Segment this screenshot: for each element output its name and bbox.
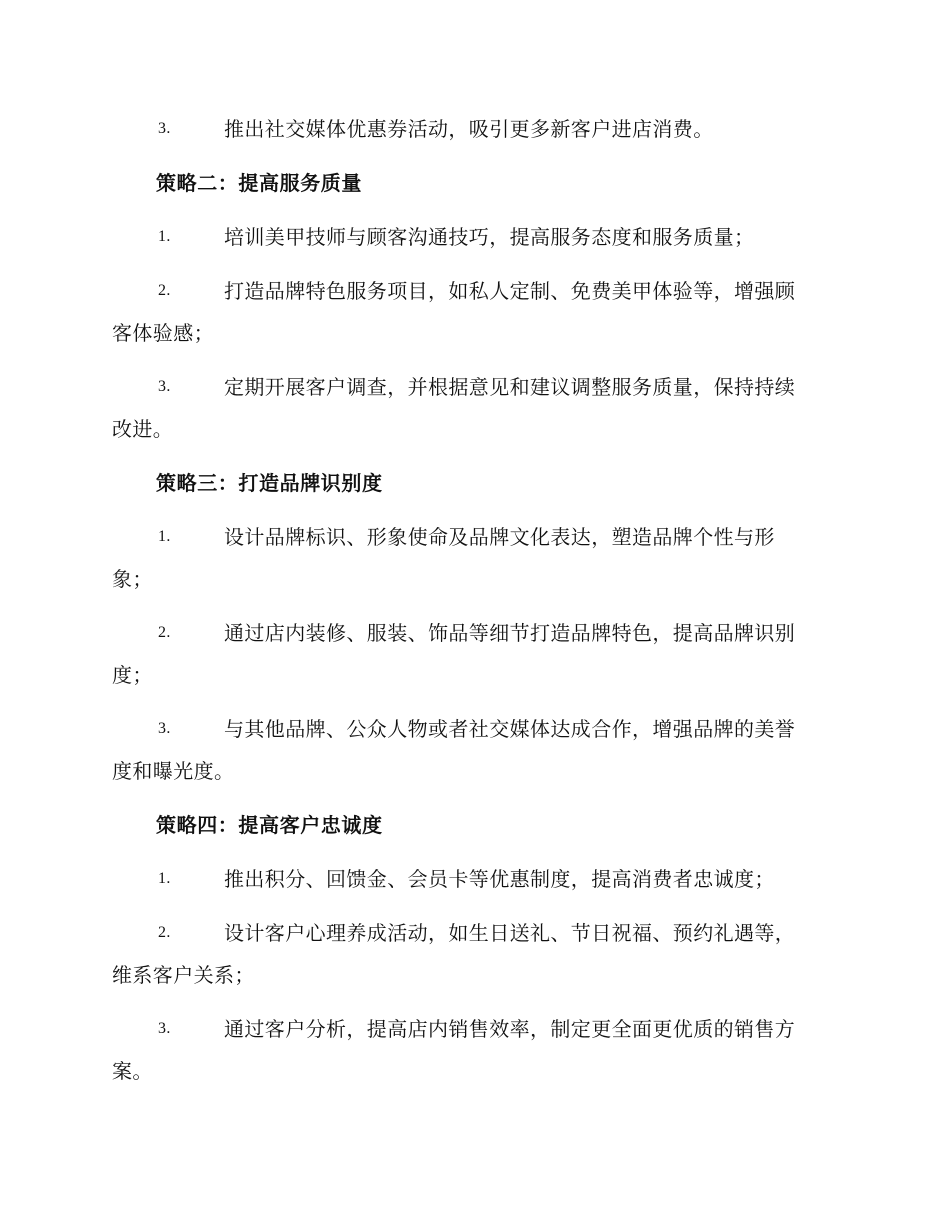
list-item (112, 108, 834, 150)
list-item (112, 216, 834, 258)
list-item-text: 通过店内装修、服装、饰品等细节打造品牌特色，提高品牌识别 (224, 621, 796, 645)
list-item-text: 设计品牌标识、形象使命及品牌文化表达，塑造品牌个性与形 (224, 525, 775, 549)
paragraph-gap (112, 792, 834, 804)
paragraph-gap (112, 504, 834, 516)
list-item-text: 打造品牌特色服务项目，如私人定制、免费美甲体验等，增强顾 (224, 279, 796, 303)
list-item-first-line (112, 108, 834, 150)
list-item-first-line (112, 1008, 834, 1050)
list-item-text: 通过客户分析，提高店内销售效率，制定更全面更优质的销售方 (224, 1017, 796, 1041)
list-item (112, 858, 834, 900)
list-item-first-line (112, 366, 834, 408)
paragraph-gap (112, 996, 834, 1008)
list-item-number: 1. (158, 870, 171, 887)
list-item-text: 与其他品牌、公众人物或者社交媒体达成合作，增强品牌的美誉 (224, 717, 796, 741)
list-item (112, 270, 834, 354)
list-item-first-line (112, 270, 834, 312)
list-item-number: 2. (158, 924, 171, 941)
list-item-number: 3. (158, 120, 171, 137)
list-item-first-line (112, 858, 834, 900)
paragraph-gap (112, 204, 834, 216)
paragraph-gap (112, 258, 834, 270)
list-item-continuation: 象； (112, 567, 153, 591)
paragraph-gap (112, 150, 834, 162)
document-body (112, 108, 834, 1092)
list-item-continuation: 度； (112, 663, 153, 687)
list-item-number: 3. (158, 1020, 171, 1037)
paragraph-gap (112, 900, 834, 912)
list-item-number: 3. (158, 720, 171, 737)
paragraph-gap (112, 696, 834, 708)
list-item-number: 2. (158, 624, 171, 641)
list-item-first-line (112, 708, 834, 750)
list-item-text: 定期开展客户调查，并根据意见和建议调整服务质量，保持持续 (224, 375, 796, 399)
list-item-continuation: 度和曝光度。 (112, 759, 235, 783)
list-item (112, 516, 834, 600)
list-item (112, 612, 834, 696)
list-item-first-line (112, 912, 834, 954)
list-item (112, 1008, 834, 1092)
paragraph-gap (112, 846, 834, 858)
list-item (112, 708, 834, 792)
list-item-continuation: 维系客户关系； (112, 963, 255, 987)
list-item-text: 推出积分、回馈金、会员卡等优惠制度，提高消费者忠诚度； (224, 867, 775, 891)
list-item (112, 912, 834, 996)
section-heading: 策略四：提高客户忠诚度 (156, 813, 383, 837)
list-item-first-line (112, 216, 834, 258)
list-item-number: 1. (158, 528, 171, 545)
list-item-number: 1. (158, 228, 171, 245)
section-heading: 策略二：提高服务质量 (156, 171, 362, 195)
list-item-continuation: 改进。 (112, 417, 174, 441)
list-item-text: 培训美甲技师与顾客沟通技巧，提高服务态度和服务质量； (224, 225, 755, 249)
paragraph-gap (112, 354, 834, 366)
list-item-number: 3. (158, 378, 171, 395)
list-item-continuation: 案。 (112, 1059, 153, 1083)
list-item-number: 2. (158, 282, 171, 299)
list-item-first-line (112, 612, 834, 654)
paragraph-gap (112, 600, 834, 612)
list-item (112, 366, 834, 450)
list-item-text: 推出社交媒体优惠券活动，吸引更多新客户进店消费。 (224, 117, 714, 141)
list-item-first-line (112, 516, 834, 558)
list-item-text: 设计客户心理养成活动，如生日送礼、节日祝福、预约礼遇等， (224, 921, 796, 945)
paragraph-gap (112, 450, 834, 462)
list-item-continuation: 客体验感； (112, 321, 214, 345)
section-heading: 策略三：打造品牌识别度 (156, 471, 383, 495)
